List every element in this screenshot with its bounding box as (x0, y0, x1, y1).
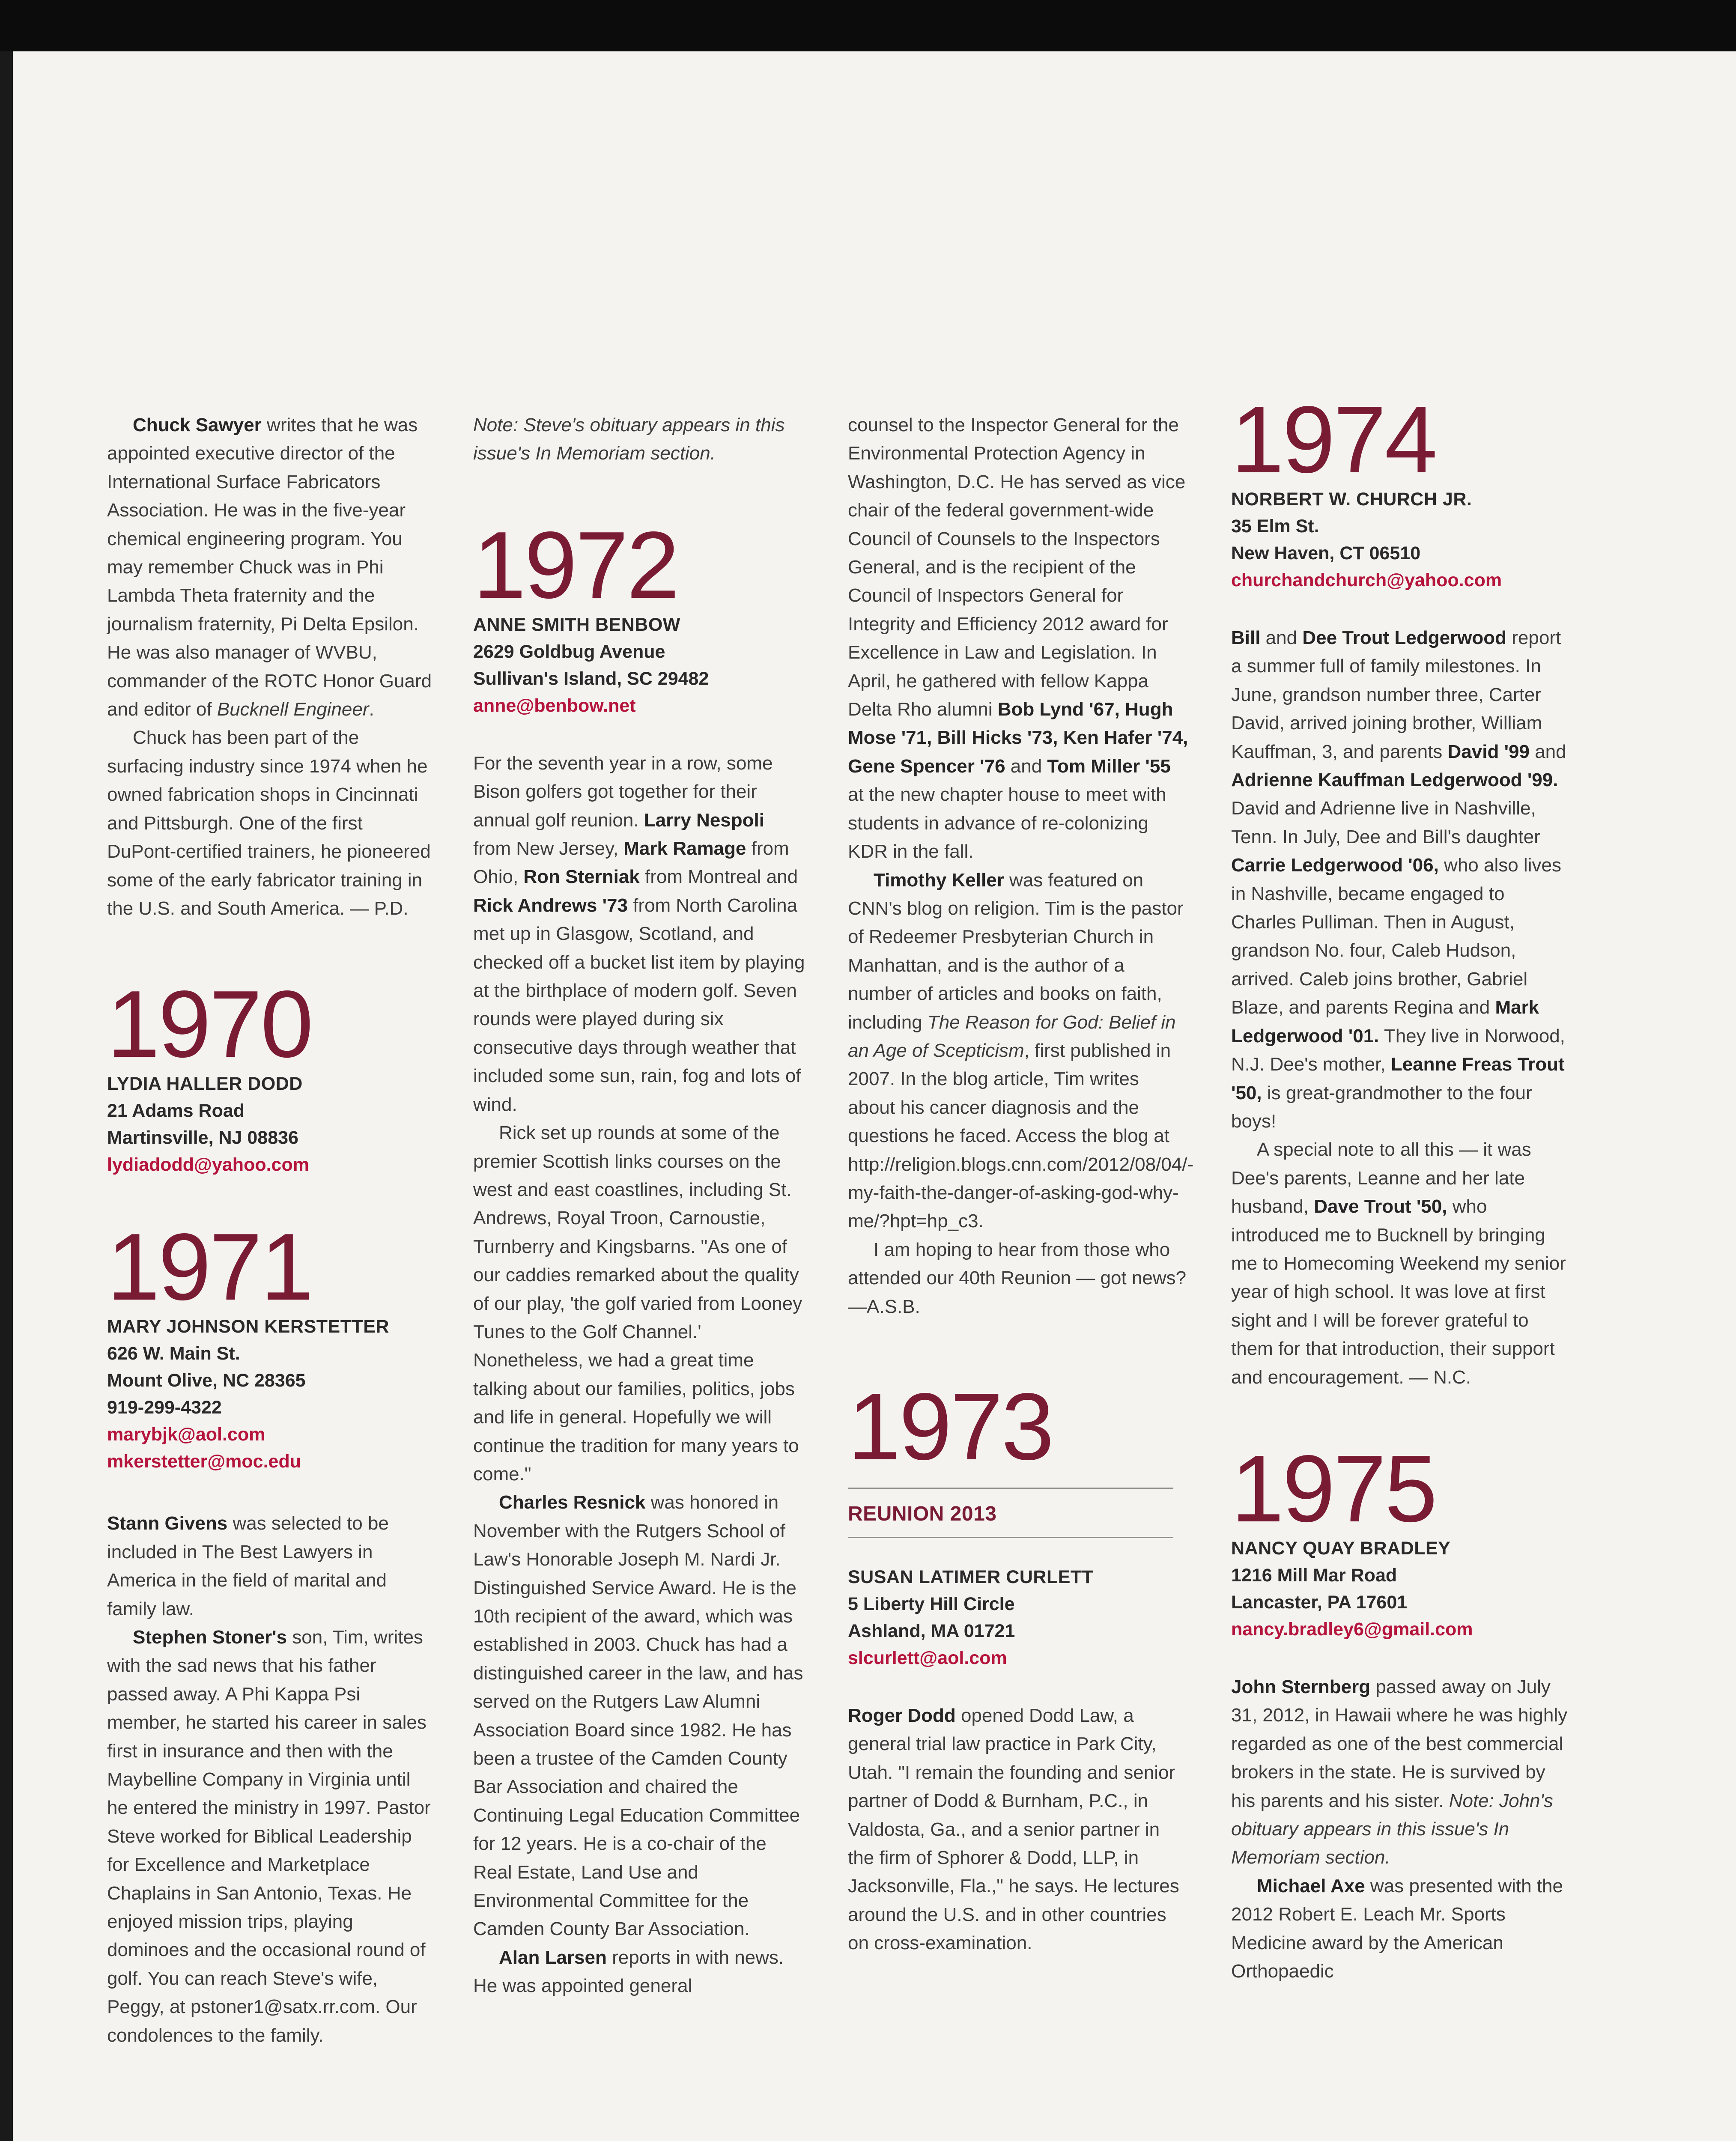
reunion-label: REUNION 2013 (848, 1503, 997, 1525)
column-3 (848, 411, 1194, 1958)
paragraph-stann-givens: Stann Givens was selected to be included in The Best Lawyers in America in the field of marital and family law. (107, 1513, 389, 1619)
paragraph-chuck-career: Chuck has been part of the surfacing industry since 1974 when he owned fabrication shops in Cincinnati and Pittsburgh. One of the first DuPont-certified trainers, he pioneered some of the early fabricator training in the U.S. and South America. — P.D. (107, 727, 431, 919)
class-correspondent-1973: SUSAN LATIMER CURLETT 5 Liberty Hill Circle Ashland, MA 01721 slcurlett@aol.com (848, 1564, 1190, 1672)
email-link[interactable]: mkerstetter@moc.edu (107, 1451, 301, 1472)
paragraph-reunion-request: I am hoping to hear from those who attended our 40th Reunion — got news? —A.S.B. (848, 1239, 1187, 1317)
class-year-1970: 1970 (107, 971, 312, 1078)
paragraph-alan-larsen: Alan Larsen reports in with news. He was appointed general (473, 1947, 784, 1997)
scan-border-left (0, 51, 13, 2141)
class-correspondent-1974: NORBERT W. CHURCH JR. 35 Elm St. New Haven, CT 06510 churchandchurch@yahoo.com (1231, 486, 1574, 594)
class-correspondent-1970: LYDIA HALLER DODD 21 Adams Road Martinsville, NJ 08836 lydiadodd@yahoo.com (107, 1070, 433, 1178)
email-link[interactable]: slcurlett@aol.com (848, 1648, 1007, 1668)
obituary-note: Note: Steve's obituary appears in this issue's In Memoriam section. (473, 414, 785, 464)
class-1972 (473, 512, 807, 719)
class-year-1974: 1974 (1231, 387, 1436, 493)
paragraph-special-note: A special note to all this — it was Dee's parents, Leanne and her late husband, Dave Trout '50, who introduced me to Bucknell by bringing me to Homecoming Weekend my senior year of high school. It was love at first sight and I will be forever grateful to them for that introduction, their support and encouragement. — N.C. (1231, 1139, 1566, 1388)
class-correspondent-1971: MARY JOHNSON KERSTETTER 626 W. Main St. Mount Olive, NC 28365 919-299-4322 marybjk@aol.com mkerstetter@moc.edu (107, 1313, 433, 1475)
magazine-page (13, 51, 1736, 2141)
class-correspondent-1972: ANNE SMITH BENBOW 2629 Goldbug Avenue Sullivan's Island, SC 29482 anne@benbow.net (473, 611, 807, 719)
class-year-1975: 1975 (1231, 1435, 1436, 1542)
paragraph-chuck-sawyer: Chuck Sawyer writes that he was appointed executive director of the International Surface Fabricators Association. He was in the five-year chemical engineering program. You may remember Chuck was in Phi Lambda Theta fraternity and the journalism fraternity, Pi Delta Epsilon. He was also manager of WVBU, commander of the ROTC Honor Guard and editor of Bucknell Engineer. (107, 414, 432, 720)
paragraph-timothy-keller: Timothy Keller was featured on CNN's blog on religion. Tim is the pastor of Redeemer Presbyterian Church in Manhattan, and is the author of a number of articles and books on faith, including The Reason for God: Belief in an Age of Scepticism, first published in 2007. In the blog article, Tim writes about his cancer diagnosis and the questions he faced. Access the blog at http://religion.blogs.cnn.com/2012/08/04/-my-faith-the-danger-of-asking-god-why-me/?hpt=hp_c3. (848, 869, 1194, 1232)
email-link[interactable]: churchandchurch@yahoo.com (1231, 570, 1502, 590)
scan-border-top (0, 0, 1736, 51)
column-4 (1231, 387, 1574, 1986)
email-link[interactable]: marybjk@aol.com (107, 1424, 265, 1445)
class-1975 (1231, 1435, 1574, 1643)
column-1 (107, 411, 433, 2050)
column-2 (473, 411, 807, 2001)
paragraph-alan-larsen-cont: counsel to the Inspector General for the Environmental Protection Agency in Washington, D.C. He has served as vice chair of the federal government-wide Council of Counsels to the Inspectors General, and is the recipient of the Council of Inspectors General for Integrity and Efficiency 2012 award for Excellence in Law and Legislation. In April, he gathered with fellow Kappa Delta Rho alumni Bob Lynd '67, Hugh Mose '71, Bill Hicks '73, Ken Hafer '74, Gene Spencer '76 and Tom Miller '55 at the new chapter house to meet with students in advance of re-colonizing KDR in the fall. (848, 414, 1188, 862)
class-year-1972: 1972 (473, 512, 678, 618)
paragraph-charles-resnick: Charles Resnick was honored in November with the Rutgers School of Law's Honorable Joseph M. Nardi Jr. Distinguished Service Award. He is the 10th recipient of the award, which was established in 2003. Chuck has had a distinguished career in the law, and has served on the Rutgers Law Alumni Association Board since 1982. He has been a trustee of the Camden County Bar Association and chaired the Continuing Legal Education Committee for 12 years. He is a co-chair of the Real Estate, Land Use and Environmental Committee for the Camden County Bar Association. (473, 1492, 803, 1940)
class-year-1971: 1971 (107, 1214, 312, 1321)
alum-name: Chuck Sawyer (133, 414, 262, 435)
paragraph-john-sternberg: John Sternberg passed away on July 31, 2012, in Hawaii where he was highly regarded as one of the best commercial brokers in the state. He is survived by his parents and his sister. Note: John's obituary appears in this issue's In Memoriam section. (1231, 1676, 1568, 1868)
paragraph-scottish-links: Rick set up rounds at some of the premier Scottish links courses on the west and east coastlines, including St. Andrews, Royal Troon, Carnoustie, Turnberry and Kingsbarns. "As one of our caddies remarked about the quality of our play, 'the golf varied from Looney Tunes to the Golf Channel.' Nonetheless, we had a great time talking about our families, politics, jobs and life in general. Hopefully we will continue the tradition for many years to come." (473, 1122, 802, 1485)
divider (848, 1537, 1173, 1538)
class-1974 (1231, 387, 1574, 594)
email-link[interactable]: nancy.bradley6@gmail.com (1231, 1619, 1473, 1640)
paragraph-roger-dodd: Roger Dodd opened Dodd Law, a general trial law practice in Park City, Utah. "I remain the founding and senior partner of Dodd & Burnham, P.C., in Valdosta, Ga., and a senior partner in the firm of Sphorer & Dodd, LLP, in Jacksonville, Fla.," he says. He lectures around the U.S. and in other countries on cross-examination. (848, 1705, 1179, 1954)
class-1973 (848, 1374, 1190, 1672)
paragraph-golf-reunion: For the seventh year in a row, some Bison golfers got together for their annual golf reunion. Larry Nespoli from New Jersey, Mark Ramage from Ohio, Ron Sterniak from Montreal and Rick Andrews '73 from North Carolina met up in Glasgow, Scotland, and checked off a bucket list item by playing at the birthplace of modern golf. Seven rounds were played during six consecutive days through weather that included some sun, rain, fog and lots of wind. (473, 752, 805, 1115)
email-link[interactable]: anne@benbow.net (473, 695, 636, 716)
class-correspondent-1975: NANCY QUAY BRADLEY 1216 Mill Mar Road Lancaster, PA 17601 nancy.bradley6@gmail.com (1231, 1535, 1574, 1643)
paragraph-michael-axe: Michael Axe was presented with the 2012 Robert E. Leach Mr. Sports Medicine award by the American Orthopaedic (1231, 1875, 1563, 1982)
paragraph-stephen-stoner: Stephen Stoner's son, Tim, writes with the sad news that his father passed away. A Phi Kappa Psi member, he started his career in sales first in insurance and then with the Maybelline Company in Virginia until he entered the ministry in 1997. Pastor Steve worked for Biblical Leadership for Excellence and Marketplace Chaplains in San Antonio, Texas. He enjoyed mission trips, playing dominoes and the occasional round of golf. You can reach Steve's wife, Peggy, at pstoner1@satx.rr.com. Our condolences to the family. (107, 1626, 431, 2046)
email-link[interactable]: lydiadodd@yahoo.com (107, 1154, 309, 1175)
class-1970 (107, 971, 433, 1178)
class-year-1973: 1973 (848, 1374, 1053, 1480)
divider (848, 1488, 1173, 1489)
paragraph-ledgerwood-family: Bill and Dee Trout Ledgerwood report a summer full of family milestones. In June, grandson number three, Carter David, arrived joining brother, William Kauffman, 3, and parents David '99 and Adrienne Kauffman Ledgerwood '99. David and Adrienne live in Nashville, Tenn. In July, Dee and Bill's daughter Carrie Ledgerwood '06, who also lives in Nashville, became engaged to Charles Pulliman. Then in August, grandson No. four, Caleb Hudson, arrived. Caleb joins brother, Gabriel Blaze, and parents Regina and Mark Ledgerwood '01. They live in Norwood, N.J. Dee's mother, Leanne Freas Trout '50, is great-grandmother to the four boys! (1231, 627, 1566, 1132)
class-1971 (107, 1214, 433, 1475)
